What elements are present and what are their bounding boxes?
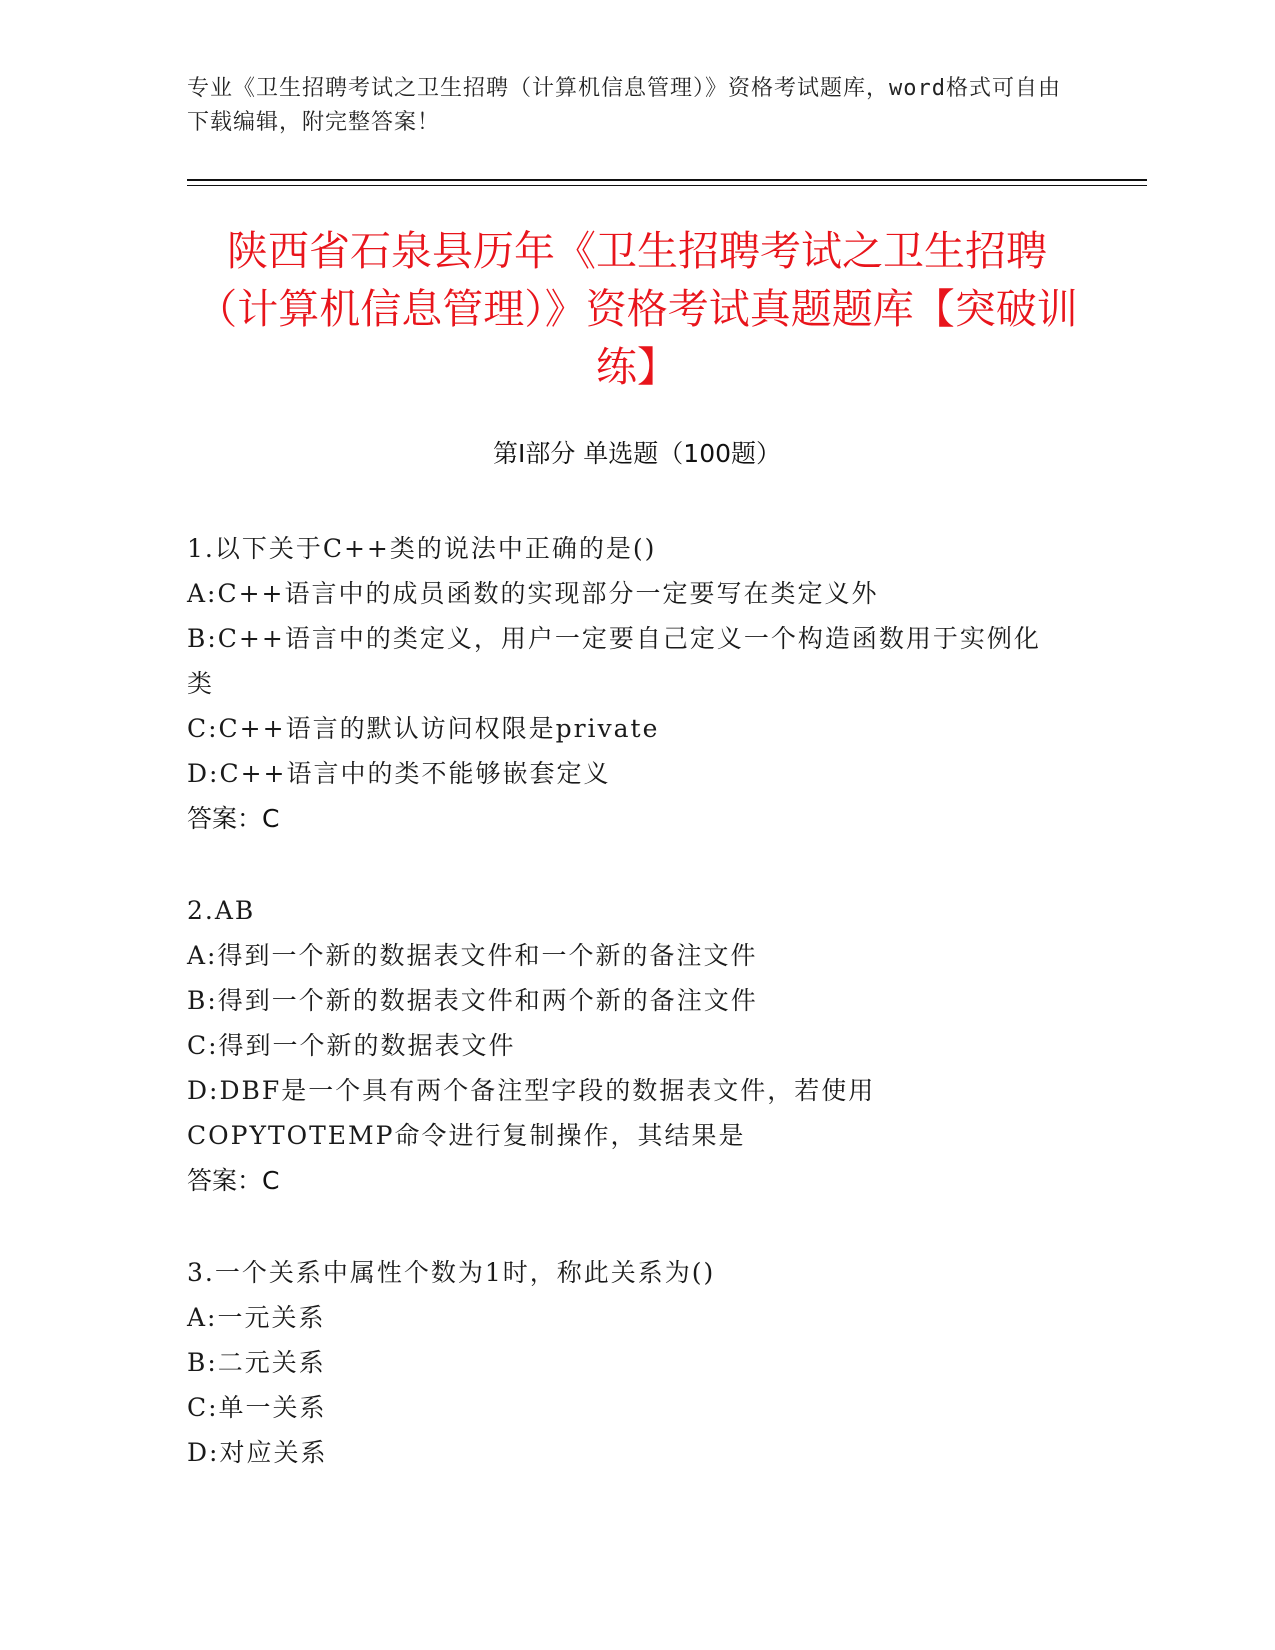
option-d: D:DBF是一个具有两个备注型字段的数据表文件，若使用COPYTOTEMP命令进行复制操作，其结果是: [187, 1076, 876, 1150]
answer-line: 答案：C: [187, 804, 280, 833]
option-a: A:得到一个新的数据表文件和一个新的备注文件: [187, 941, 758, 970]
option-a: A:一元关系: [187, 1303, 326, 1332]
option-c: C:单一关系: [187, 1393, 327, 1422]
answer-line: 答案：C: [187, 1166, 280, 1195]
header-divider-thin: [187, 185, 1147, 186]
option-d: D:对应关系: [187, 1438, 328, 1467]
question-2: [187, 888, 1067, 1203]
question-stem: 2.AB: [187, 896, 256, 925]
question-list: [187, 526, 1067, 1522]
header-note: 专业《卫生招聘考试之卫生招聘（计算机信息管理）》资格考试题库，word格式可自由下载编辑，附完整答案！: [187, 76, 1061, 135]
option-b: B:二元关系: [187, 1348, 326, 1377]
section-title: 第Ⅰ部分 单选题（100题）: [492, 439, 782, 468]
header-divider-thick: [187, 179, 1147, 181]
option-b: B:得到一个新的数据表文件和两个新的备注文件: [187, 986, 758, 1015]
option-c: C:得到一个新的数据表文件: [187, 1031, 516, 1060]
question-1: [187, 526, 1067, 841]
option-b: B:C++语言中的类定义，用户一定要自己定义一个构造函数用于实例化类: [187, 624, 1041, 698]
option-d: D:C++语言中的类不能够嵌套定义: [187, 759, 611, 788]
question-3: [187, 1250, 1067, 1475]
option-a: A:C++语言中的成员函数的实现部分一定要写在类定义外: [187, 579, 879, 608]
option-c: C:C++语言的默认访问权限是private: [187, 714, 660, 743]
document-title: 陕西省石泉县历年《卫生招聘考试之卫生招聘（计算机信息管理）》资格考试真题题库【突破训练】: [196, 227, 1078, 391]
question-stem: 3.一个关系中属性个数为1时，称此关系为(): [187, 1258, 716, 1287]
question-stem: 1.以下关于C++类的说法中正确的是(): [187, 534, 657, 563]
